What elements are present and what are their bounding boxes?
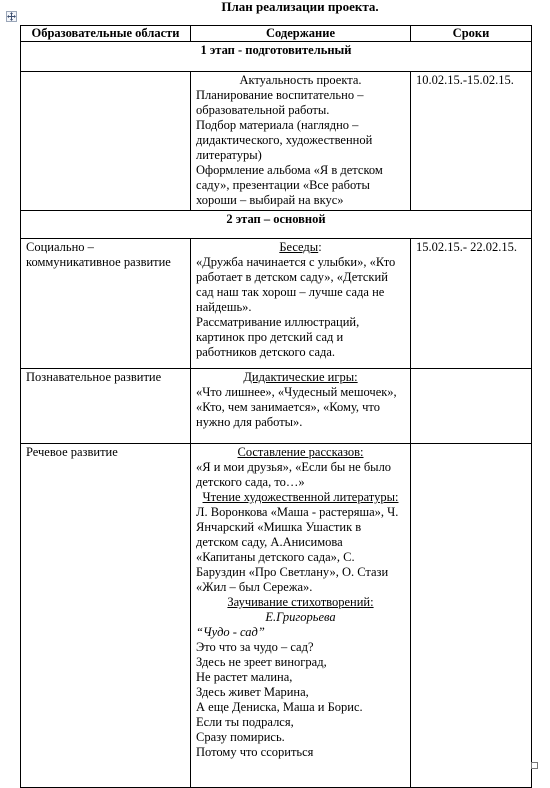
header-areas: Образовательные области	[21, 26, 191, 42]
table-resize-handle[interactable]	[531, 762, 538, 769]
social-heading: Беседы	[279, 240, 319, 254]
table-row	[21, 239, 532, 369]
stage-1-intro-heading: Актуальность проекта.	[239, 73, 362, 87]
poem-line: Здесь не зреет виноград,	[196, 655, 327, 669]
cognitive-text: «Что лишнее», «Чудесный мешочек», «Кто, чем занимается», «Кому, что нужно для работы».	[196, 385, 397, 429]
stage-1-intro-text: Планирование воспитательно – образовательной работы.	[196, 88, 364, 117]
speech-content-cell	[191, 444, 411, 788]
poem-line: А еще Дениска, Маша и Борис.	[196, 700, 363, 714]
speech-poems-heading: Заучивание стихотворений:	[227, 595, 374, 609]
cognitive-content-cell	[191, 369, 411, 444]
speech-reading-heading: Чтение художественной литературы:	[202, 490, 399, 504]
stage-1-album: Оформление альбома «Я в детском саду», презентации «Все работы хороши – выбирай на вкус»	[196, 163, 383, 207]
poem-title: “Чудо - сад”	[196, 625, 265, 639]
page-title: План реализации проекта.	[221, 0, 379, 14]
poem-line: Потому что ссориться	[196, 745, 314, 759]
social-extra: Рассматривание иллюстраций, картинок про детский сад и работников детского сада.	[196, 315, 360, 359]
social-heading-line: Беседы:	[279, 240, 322, 254]
header-dates: Сроки	[411, 26, 532, 42]
speech-stories: «Я и мои друзья», «Если бы не было детского сада, то…»	[196, 460, 392, 489]
table-row	[21, 444, 532, 788]
poem-author: Е.Григорьева	[265, 610, 336, 624]
project-plan-table	[20, 25, 532, 788]
table-move-handle-icon[interactable]	[6, 11, 17, 22]
speech-reading: Л. Воронкова «Маша - растеряша», Ч. Янчарский «Мишка Ушастик в детском саду, А.Анисимова «Капитаны детского сада», С. Баруздин «Про Светлану», О. Стази «Жил – был Сережа».	[196, 505, 399, 594]
cognitive-dates-cell	[411, 369, 532, 444]
header-content: Содержание	[191, 26, 411, 42]
stage-1-label: 1 этап - подготовительный	[21, 42, 532, 72]
stage-1-dates: 10.02.15.-15.02.15.	[411, 72, 532, 211]
poem-line: Если ты подрался,	[196, 715, 294, 729]
poem-line: Здесь живет Марина,	[196, 685, 309, 699]
table-row	[21, 369, 532, 444]
social-dates: 15.02.15.- 22.02.15.	[411, 239, 532, 369]
cognitive-heading: Дидактические игры:	[243, 370, 358, 384]
social-text: «Дружба начинается с улыбки», «Кто работает в детском саду», «Детский сад наш так хорош – лучше сада не найдешь».	[196, 255, 396, 314]
stage-1-content-cell	[191, 72, 411, 211]
poem-line: Сразу помирись.	[196, 730, 285, 744]
stage-row	[21, 42, 532, 72]
social-content-cell	[191, 239, 411, 369]
poem-line: Не растет малина,	[196, 670, 293, 684]
speech-dates-cell	[411, 444, 532, 788]
stage-1-materials: Подбор материала (наглядно – дидактического, художественной литературы)	[196, 118, 373, 162]
stage-row	[21, 211, 532, 239]
cognitive-area: Познавательное развитие	[21, 369, 191, 444]
table-header-row	[21, 26, 532, 42]
stage-2-label: 2 этап – основной	[21, 211, 532, 239]
speech-stories-heading: Составление рассказов:	[237, 445, 364, 459]
speech-area: Речевое развитие	[21, 444, 191, 788]
social-area: Социально – коммуникативное развитие	[21, 239, 191, 369]
table-row	[21, 72, 532, 211]
stage-1-area-cell	[21, 72, 191, 211]
poem-line: Это что за чудо – сад?	[196, 640, 314, 654]
